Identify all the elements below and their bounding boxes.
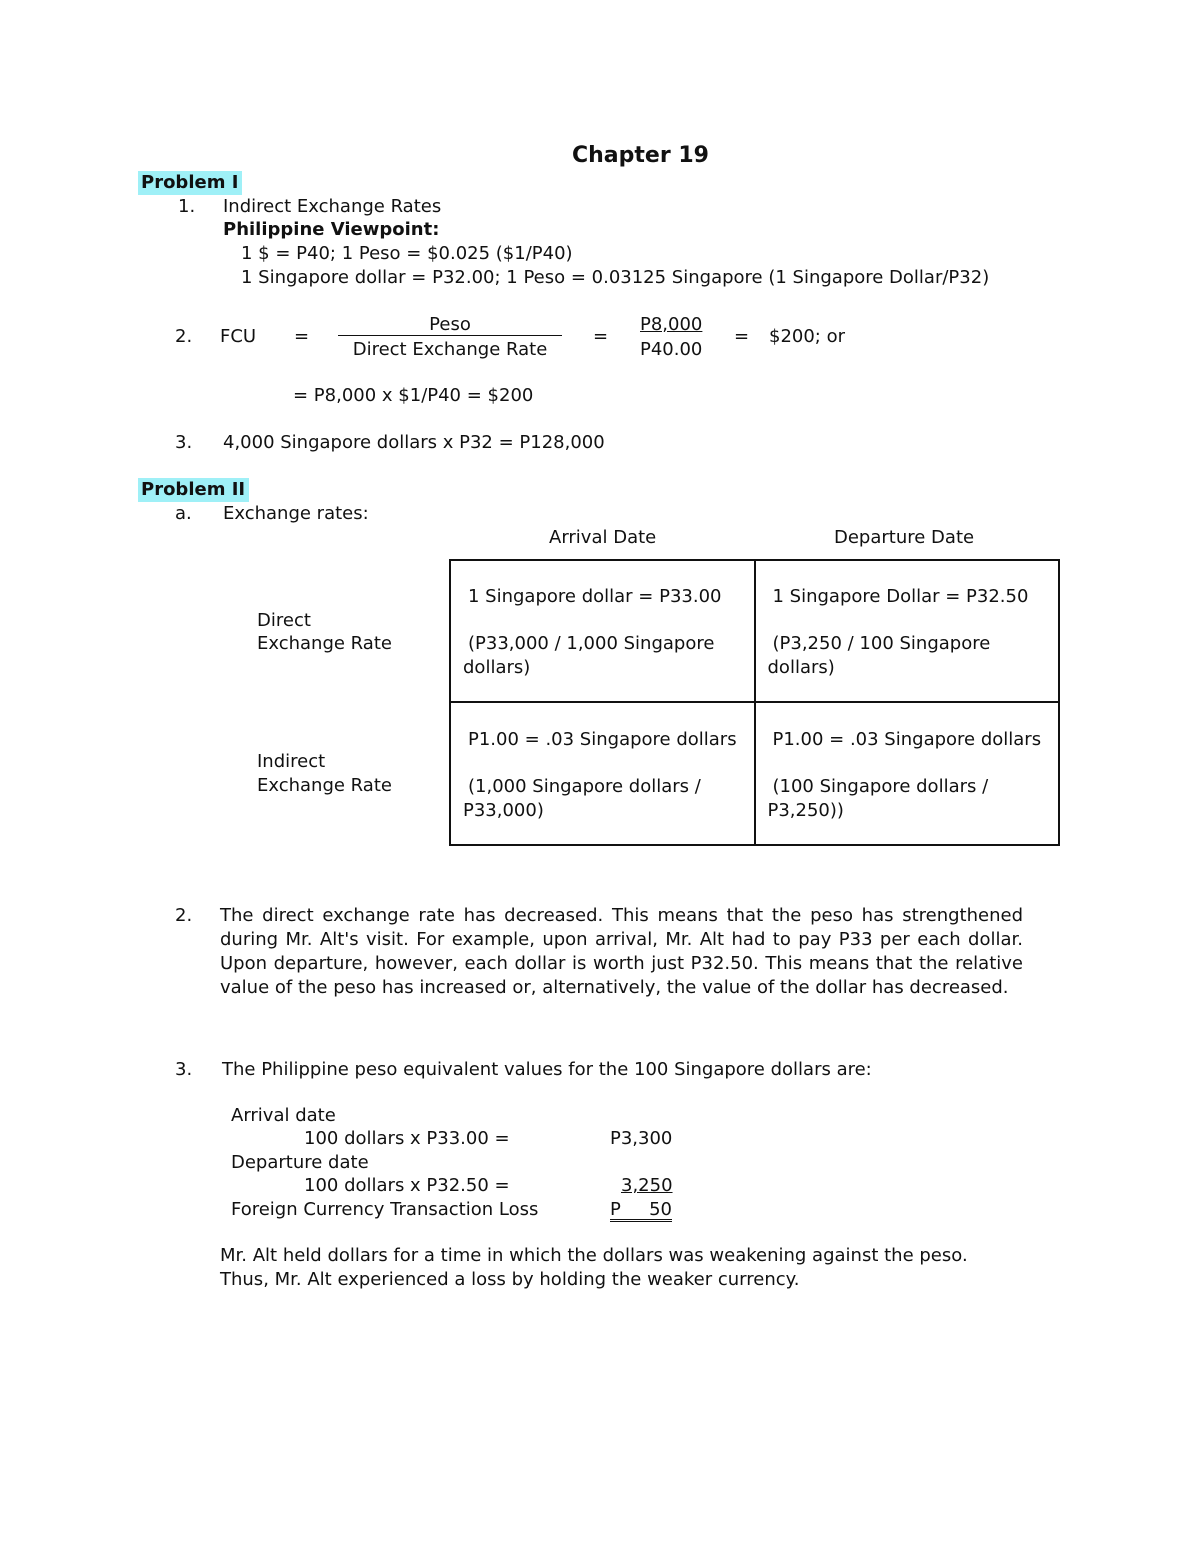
fraction-numerator: Peso [429, 314, 471, 335]
departure-calc: 100 dollars x P32.50 = [304, 1175, 510, 1196]
p2-item-2-paragraph: The direct exchange rate has decreased. This means that the peso has strengthened during Mr. Alt's visit. For example, upon arrival, Mr. Alt had to pay P33 per each dollar. Upon departure, however, each dollar is worth just P32.50. This means that the relative value of the peso has increased or, alternatively, the value of the dollar has decreased. [220, 905, 1023, 998]
fraction-denominator: Direct Exchange Rate [352, 339, 548, 360]
cell-direct-arrival [450, 560, 755, 702]
p2-item-3-number: 3. [175, 1059, 193, 1080]
value-denominator: P40.00 [640, 339, 703, 360]
fcu-alternative: = P8,000 x $1/P40 = $200 [293, 385, 534, 406]
row-label-direct-2: Exchange Rate [257, 633, 392, 654]
cell-line: (P33,000 / 1,000 Singapore [468, 633, 715, 654]
loss-total [610, 1198, 672, 1222]
arrival-calc: 100 dollars x P33.00 = [304, 1128, 510, 1149]
problem-2-heading: Problem II [138, 478, 249, 502]
cell-line: dollars) [767, 657, 835, 678]
loss-label: Foreign Currency Transaction Loss [231, 1199, 539, 1220]
cell-line: P1.00 = .03 Singapore dollars [772, 729, 1042, 750]
column-header-arrival: Arrival Date [549, 527, 657, 548]
cell-line: P1.00 = .03 Singapore dollars [468, 729, 737, 750]
item-a-text: Exchange rates: [223, 503, 369, 524]
page-title: Chapter 19 [572, 143, 709, 168]
viewpoint-label: Philippine Viewpoint: [223, 219, 440, 240]
item-3-number: 3. [175, 432, 193, 453]
problem-1-heading: Problem I [138, 171, 242, 195]
item-1-number: 1. [178, 196, 196, 217]
cell-line: P33,000) [463, 800, 544, 821]
arrival-value: P3,300 [610, 1128, 673, 1149]
item-1-text: Indirect Exchange Rates [223, 196, 442, 217]
row-label-indirect-2: Exchange Rate [257, 775, 392, 796]
column-header-departure: Departure Date [834, 527, 975, 548]
fraction-bar [338, 335, 562, 336]
fcu-label: FCU [220, 326, 257, 347]
loss-currency: P [610, 1199, 621, 1220]
cell-line: dollars) [463, 657, 531, 678]
departure-date-label: Departure date [231, 1152, 369, 1173]
cell-line: (P3,250 / 100 Singapore [772, 633, 991, 654]
conclusion-line-1: Mr. Alt held dollars for a time in which the dollars was weakening against the peso. [220, 1245, 968, 1266]
row-label-direct-1: Direct [257, 610, 311, 631]
equals-sign-1: = [294, 326, 310, 347]
p2-item-3-text: The Philippine peso equivalent values for the 100 Singapore dollars are: [222, 1059, 872, 1080]
fcu-result: $200; or [769, 326, 846, 347]
rate-line-2: 1 Singapore dollar = P32.00; 1 Peso = 0.03125 Singapore (1 Singapore Dollar/P32) [241, 267, 990, 288]
cell-line: 1 Singapore Dollar = P32.50 [772, 586, 1029, 607]
item-3-text: 4,000 Singapore dollars x P32 = P128,000 [223, 432, 605, 453]
value-numerator: P8,000 [640, 314, 703, 335]
arrival-date-label: Arrival date [231, 1105, 336, 1126]
equals-sign-3: = [734, 326, 750, 347]
rate-line-1: 1 $ = P40; 1 Peso = $0.025 ($1/P40) [241, 243, 573, 264]
p2-item-2-number: 2. [175, 905, 193, 926]
equals-sign-2: = [593, 326, 609, 347]
conclusion-line-2: Thus, Mr. Alt experienced a loss by holding the weaker currency. [220, 1269, 800, 1290]
row-label-indirect-1: Indirect [257, 751, 326, 772]
departure-value: 3,250 [621, 1175, 673, 1196]
cell-line: (100 Singapore dollars / [772, 776, 989, 797]
item-2-number: 2. [175, 326, 193, 347]
cell-direct-departure [755, 560, 1060, 702]
loss-value: 50 [649, 1199, 672, 1220]
cell-line: P3,250)) [767, 800, 844, 821]
exchange-rate-table [449, 559, 1060, 846]
cell-line: 1 Singapore dollar = P33.00 [468, 586, 722, 607]
cell-line: (1,000 Singapore dollars / [468, 776, 701, 797]
cell-indirect-arrival [450, 702, 755, 845]
item-a-label: a. [175, 503, 192, 524]
cell-indirect-departure [755, 702, 1060, 845]
